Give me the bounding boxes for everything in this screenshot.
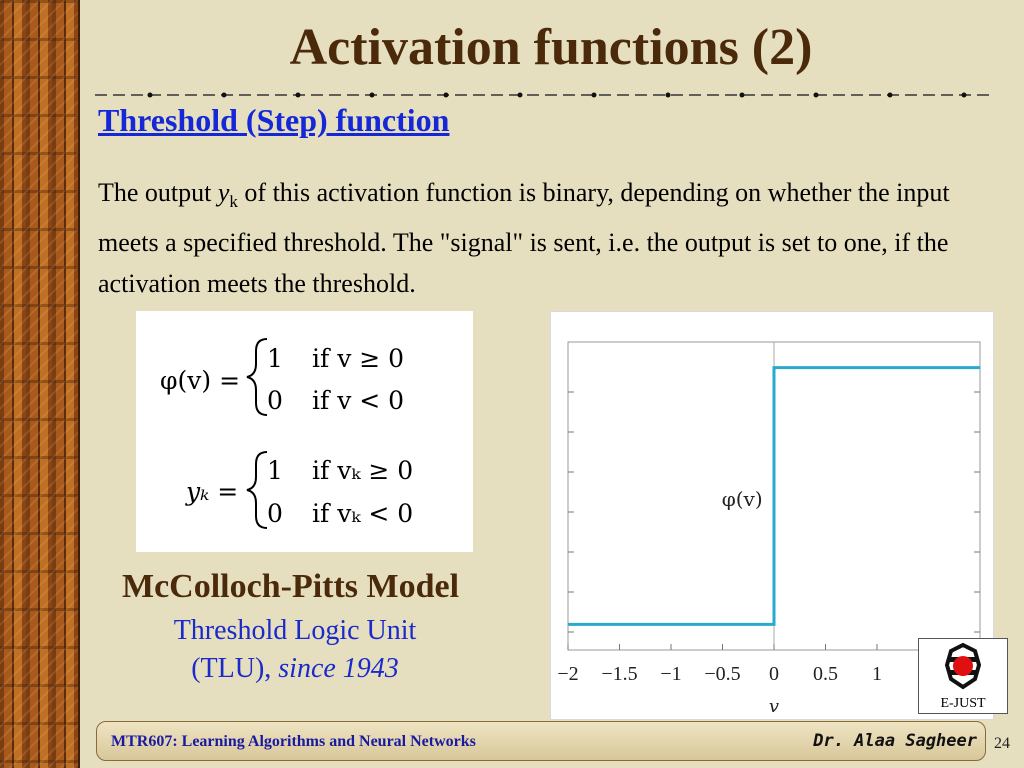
divider-dot <box>888 93 893 98</box>
slide-title: Activation functions (2) <box>289 19 813 76</box>
y-axis-label: φ(v) <box>721 487 763 511</box>
x-axis-label: v <box>768 696 780 717</box>
x-tick-label: 0 <box>769 663 779 685</box>
x-tick-label: −2 <box>557 663 579 685</box>
divider-dot <box>962 93 967 98</box>
divider-dot <box>592 93 597 98</box>
x-tick-label: −1 <box>660 663 682 685</box>
tlu-caption <box>140 612 450 688</box>
divider-dot <box>444 93 449 98</box>
output-variable: y <box>217 178 230 207</box>
divider-dot <box>740 93 745 98</box>
e-just-logo-icon <box>919 639 1007 713</box>
phi-case1-condition: if v ≥ 0 <box>312 344 405 373</box>
x-tick-label: 1 <box>872 663 882 685</box>
divider-dot <box>814 93 819 98</box>
footer-bar <box>96 721 986 761</box>
x-tick-label: −1.5 <box>601 663 638 685</box>
divider-dot <box>148 93 153 98</box>
page-number: 24 <box>994 735 1010 752</box>
description-text-1: The output <box>98 178 218 207</box>
yk-lhs: yₖ = <box>186 477 239 506</box>
description-paragraph <box>98 172 1013 304</box>
section-subtitle: Threshold (Step) function <box>98 102 450 138</box>
yk-case2-condition: if vₖ < 0 <box>312 499 414 528</box>
divider-dot <box>296 93 301 98</box>
decorative-side-strip <box>0 0 80 768</box>
title-divider <box>95 92 990 98</box>
e-just-logo <box>918 638 1008 714</box>
formula-panel <box>136 311 473 552</box>
yk-brace <box>247 452 267 528</box>
course-name: MTR607: Learning Algorithms and Neural Networks <box>111 733 476 750</box>
model-title: McColloch-Pitts Model <box>122 568 460 605</box>
tlu-line-2: (TLU), <box>191 653 279 684</box>
x-tick-label: 0.5 <box>813 663 838 685</box>
tlu-since: since 1943 <box>278 653 399 684</box>
divider-dot <box>370 93 375 98</box>
tlu-line-1: Threshold Logic Unit <box>173 615 417 646</box>
phi-case1-value: 1 <box>267 344 283 373</box>
yk-case2-value: 0 <box>267 499 283 528</box>
formula-graphic <box>136 311 473 552</box>
logo-label: E-JUST <box>940 696 986 711</box>
description-text-2: of this activation function is binary, depending on whether the input meets a specified threshold. The "signal" is sent, i.e. the output is set to one, if the activation meets the threshold. <box>98 178 950 299</box>
x-tick-label: −0.5 <box>704 663 741 685</box>
author-name: Dr. Alaa Sagheer <box>813 731 977 751</box>
yk-case1-value: 1 <box>267 456 283 485</box>
phi-case2-value: 0 <box>267 386 283 415</box>
divider-dot <box>222 93 227 98</box>
phi-case2-condition: if v < 0 <box>312 386 405 415</box>
divider-dot <box>518 93 523 98</box>
phi-brace <box>247 339 267 415</box>
yk-case1-condition: if vₖ ≥ 0 <box>312 456 414 485</box>
output-subscript: k <box>229 192 238 212</box>
divider-dot <box>666 93 671 98</box>
phi-lhs: φ(v) = <box>160 366 241 395</box>
